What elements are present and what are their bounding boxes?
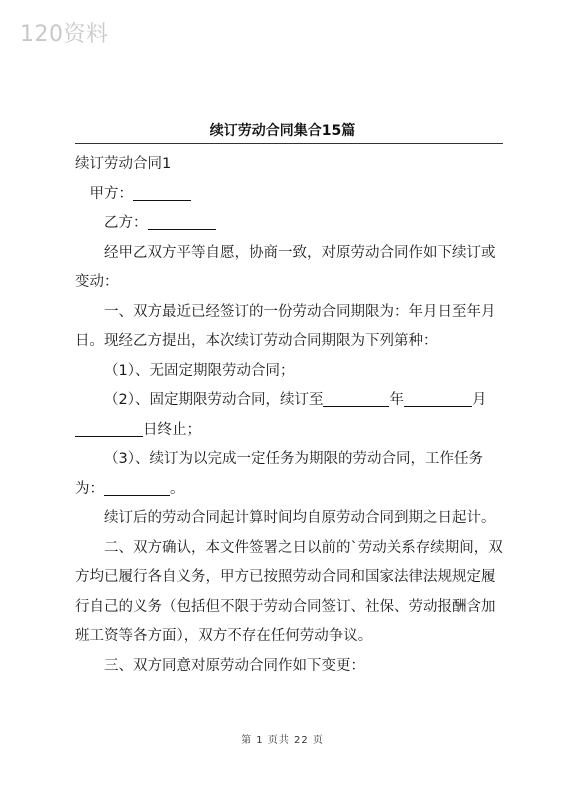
intro-paragraph: 经甲乙双方平等自愿，协商一致，对原劳动合同作如下续订或变动：: [75, 244, 496, 290]
option-2-month-blank: [404, 390, 472, 407]
option-2-year-label: 年: [389, 392, 404, 408]
option-3-text: （3）、续订为以完成一定任务为期限的劳动合同，工作任务为：: [75, 451, 483, 497]
option-2-year-blank: [323, 390, 389, 407]
title-divider: [75, 143, 503, 144]
watermark: 120资料: [20, 22, 109, 47]
document-body: [75, 150, 505, 681]
option-2-text: （2）、固定期限劳动合同，续订至: [104, 392, 324, 408]
option-2-month-label: 月: [471, 392, 487, 408]
party-b-label: 乙方：: [104, 215, 148, 231]
option-2-day-label: 日终止；: [143, 421, 201, 438]
party-b-line: [75, 209, 505, 239]
option-1: （1）、无固定期限劳动合同；: [104, 362, 295, 379]
clause-one-paragraph: 一、双方最近已经签订的一份劳动合同期限为：年月日至年月日。现经乙方提出，本次续订劳动合同期限为下列第种：: [75, 303, 496, 349]
document-title: 续订劳动合同集合15篇: [209, 123, 356, 139]
clause-two-paragraph: 二、双方确认，本文件签署之日以前的`劳动关系存续期间，双方均已履行各自义务，甲方已按照劳动合同和国家法律法规规定履行自己的义务（包括但不限于劳动合同签订、社保、劳动报酬含加班工资等各方面），双方不存在任何劳动争议。: [75, 539, 503, 644]
section-heading: 续订劳动合同1: [75, 156, 172, 172]
start-date-paragraph: 续订后的劳动合同起计算时间均自原劳动合同到期之日起计。: [104, 510, 496, 526]
page-footer: 第 1 页共 22 页: [241, 735, 324, 746]
party-a-line: [75, 180, 505, 210]
option-3-end: 。: [170, 480, 185, 497]
party-b-blank: [148, 213, 216, 230]
party-a-label: 甲方：: [89, 185, 133, 202]
option-3-task-blank: [104, 479, 170, 496]
option-2-day-blank: [75, 420, 143, 437]
party-a-blank: [133, 184, 191, 201]
option-2: [75, 386, 505, 445]
clause-three-paragraph: 三、双方同意对原劳动合同作如下变更：: [104, 657, 365, 674]
option-3: [75, 445, 505, 504]
